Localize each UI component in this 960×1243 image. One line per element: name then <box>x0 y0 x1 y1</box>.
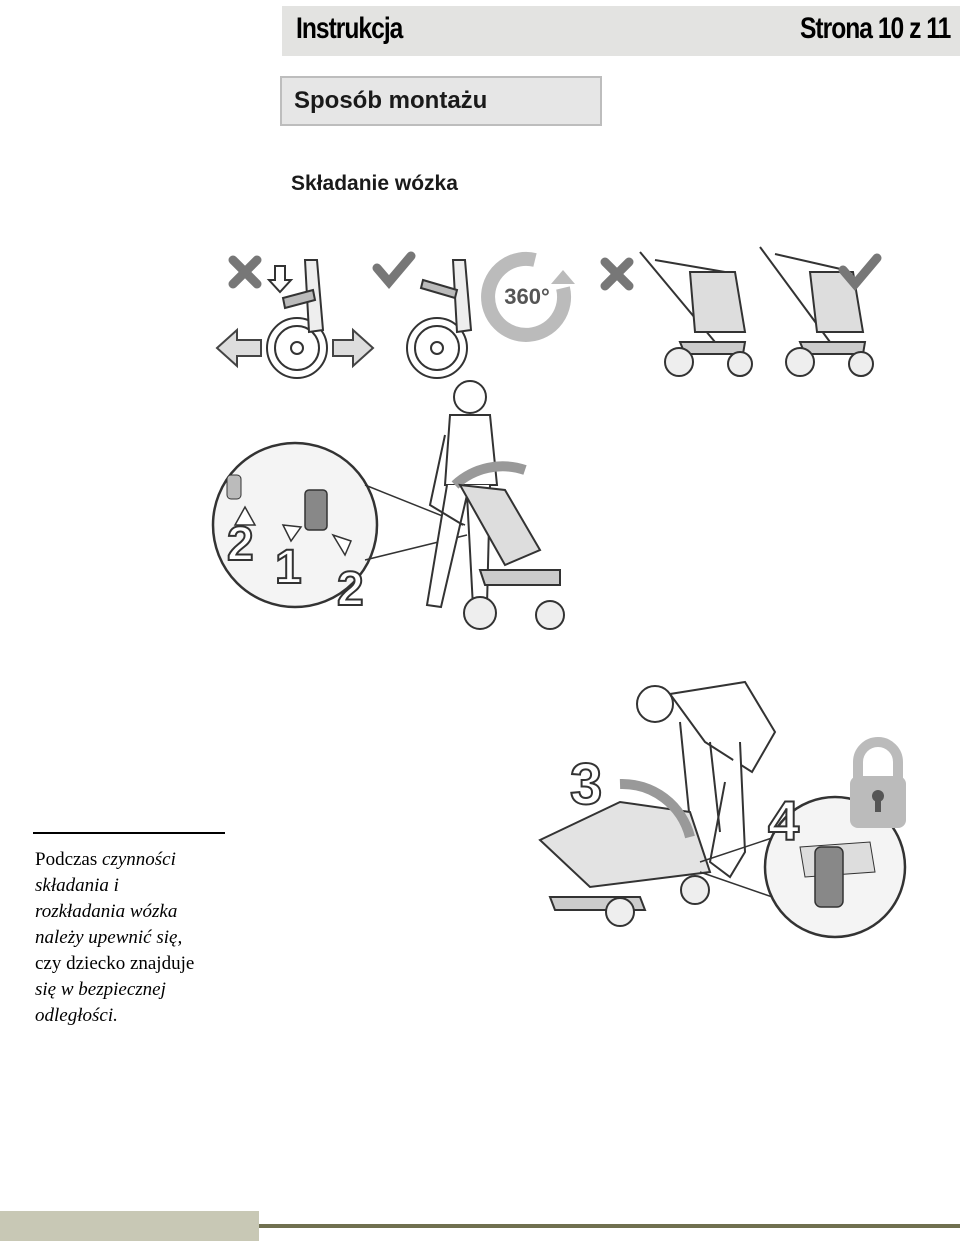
note-text: się w bezpiecznej <box>35 979 166 1000</box>
person-folding-stroller <box>540 682 775 926</box>
note-text: czy dziecko znajduje <box>35 953 195 974</box>
cross-icon <box>605 262 629 286</box>
note-text: składania i <box>35 875 119 896</box>
safety-note <box>35 847 235 1029</box>
note-text: czynności <box>102 849 176 870</box>
step-label-4: 4 <box>768 789 800 852</box>
footer-line <box>259 1224 960 1228</box>
detail-zoom-circle <box>213 443 377 616</box>
rotate-360-icon <box>488 259 575 335</box>
arrow-right-icon <box>333 330 373 366</box>
wheel-lock-illustration <box>205 240 585 390</box>
person-with-stroller <box>427 381 564 629</box>
stroller-icon <box>760 247 873 376</box>
step-label-2: 2 <box>227 518 254 571</box>
folding-step-3-4-illustration <box>530 672 915 947</box>
document-title: Instrukcja <box>296 12 403 45</box>
wheel-icon <box>407 260 471 378</box>
header-bar <box>282 6 960 56</box>
stroller-icon <box>640 252 752 376</box>
note-text: rozkładania wózka <box>35 901 178 922</box>
footer-block <box>0 1211 259 1241</box>
stroller-brake-illustration <box>595 232 895 387</box>
section-title-box <box>280 76 602 126</box>
note-text: Podczas <box>35 849 98 870</box>
check-icon <box>377 256 411 282</box>
arrow-left-icon <box>217 330 261 366</box>
folding-step-1-2-illustration <box>205 375 585 640</box>
section-title: Sposób montażu <box>294 87 488 114</box>
rotate-badge: 360° <box>504 284 550 309</box>
note-text: należy upewnić się, <box>35 927 183 948</box>
subtitle: Składanie wózka <box>291 172 458 195</box>
step-label-2: 2 <box>337 563 364 616</box>
cross-icon <box>233 260 257 284</box>
padlock-icon <box>850 742 906 828</box>
note-text: odległości. <box>35 1005 118 1026</box>
arrow-down-icon <box>269 266 291 292</box>
step-label-3: 3 <box>570 752 603 817</box>
page-number: Strona 10 z 11 <box>799 12 950 45</box>
note-rule <box>33 832 225 834</box>
check-icon <box>843 258 877 284</box>
step-label-1: 1 <box>275 541 302 594</box>
